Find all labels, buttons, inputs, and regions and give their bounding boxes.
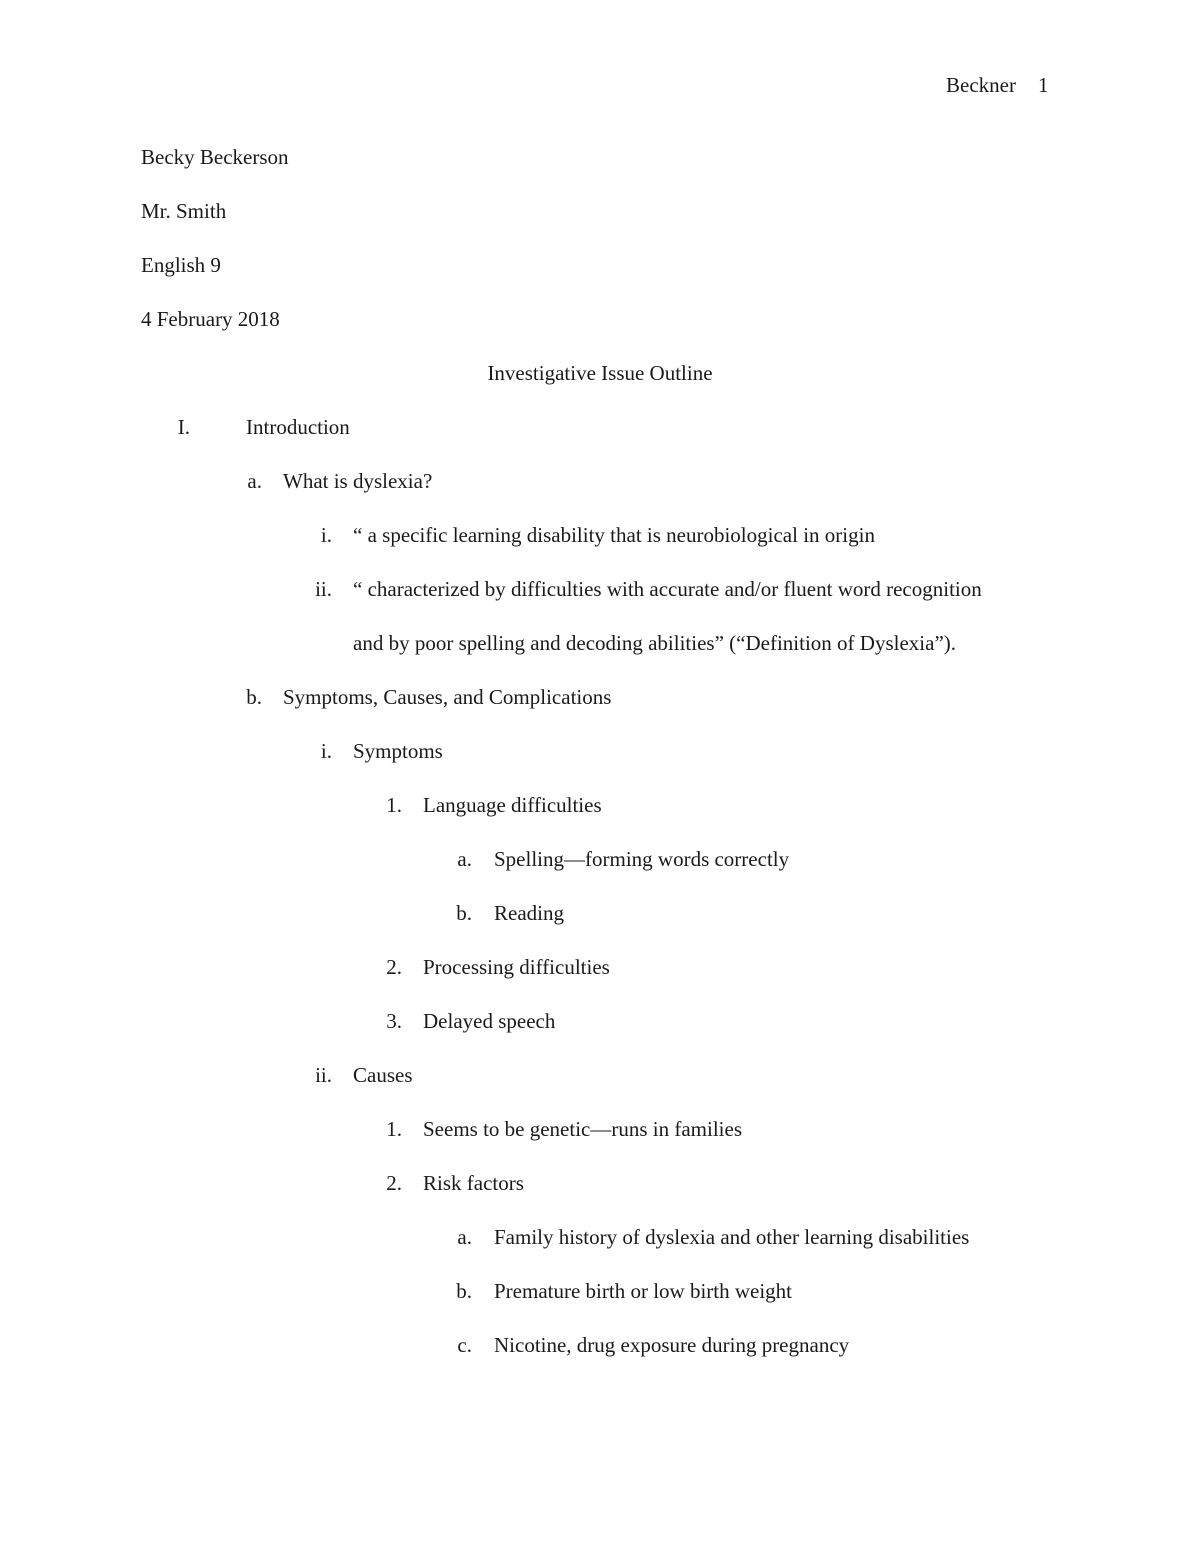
outline-item: [0, 468, 1200, 522]
outline-marker: 1.: [386, 1117, 402, 1141]
outline-item: [0, 684, 1200, 738]
student-name: Becky Beckerson: [141, 145, 289, 169]
outline-text: Delayed speech: [423, 1009, 556, 1033]
outline-item: [0, 1170, 1200, 1224]
outline-item: [0, 1224, 1200, 1278]
outline-marker: i.: [320, 739, 332, 763]
outline-item: [0, 846, 1200, 900]
outline-item: [0, 1116, 1200, 1170]
header-page-number: 1: [1037, 73, 1049, 97]
outline-marker: b.: [246, 685, 262, 709]
outline-text: Nicotine, drug exposure during pregnancy: [494, 1333, 850, 1357]
outline-text: Language difficulties: [423, 793, 602, 817]
outline-item: [0, 738, 1200, 792]
page-header: [946, 73, 1048, 98]
outline-item: [0, 954, 1200, 1008]
outline-item: [0, 576, 1200, 630]
outline-item: [0, 1008, 1200, 1062]
outline-item: [0, 1062, 1200, 1116]
outline-text: Premature birth or low birth weight: [494, 1279, 793, 1303]
header-author-surname: Beckner: [946, 73, 1016, 97]
outline-marker: 2.: [386, 1171, 402, 1195]
outline-marker: a.: [457, 1225, 472, 1249]
teacher-name: Mr. Smith: [141, 199, 227, 223]
outline-item: [0, 414, 1200, 468]
outline-marker: I.: [177, 415, 190, 439]
outline-text: “ characterized by difficulties with accurate and/or fluent word recognition: [353, 577, 982, 601]
outline: [0, 414, 1200, 1386]
outline-text: Symptoms: [353, 739, 443, 763]
outline-text: Spelling—forming words correctly: [494, 847, 790, 871]
outline-text: Reading: [494, 901, 564, 925]
outline-marker: 2.: [386, 955, 402, 979]
mla-heading: [141, 144, 289, 360]
outline-marker: a.: [247, 469, 262, 493]
document-date: 4 February 2018: [141, 307, 280, 331]
outline-text: What is dyslexia?: [283, 469, 433, 493]
outline-item: [0, 1278, 1200, 1332]
outline-text: “ a specific learning disability that is neurobiological in origin: [353, 523, 875, 547]
document-title: Investigative Issue Outline: [487, 361, 713, 385]
outline-text: Seems to be genetic—runs in families: [423, 1117, 743, 1141]
outline-text: and by poor spelling and decoding abilities” (“Definition of Dyslexia”).: [353, 631, 957, 655]
outline-item: [0, 900, 1200, 954]
outline-text: Symptoms, Causes, and Complications: [283, 685, 612, 709]
outline-marker: b.: [456, 1279, 472, 1303]
outline-item: [0, 522, 1200, 576]
outline-marker: c.: [457, 1333, 472, 1357]
outline-marker: 3.: [386, 1009, 402, 1033]
outline-text: Causes: [353, 1063, 413, 1087]
outline-text: Processing difficulties: [423, 955, 610, 979]
outline-marker: ii.: [315, 577, 332, 601]
outline-text: Risk factors: [423, 1171, 524, 1195]
outline-marker: 1.: [386, 793, 402, 817]
outline-item: [0, 630, 1200, 684]
outline-text: Introduction: [246, 415, 350, 439]
outline-text: Family history of dyslexia and other learning disabilities: [494, 1225, 970, 1249]
course-name: English 9: [141, 253, 221, 277]
outline-marker: b.: [456, 901, 472, 925]
outline-marker: a.: [457, 847, 472, 871]
outline-item: [0, 1332, 1200, 1386]
outline-marker: ii.: [315, 1063, 332, 1087]
outline-marker: i.: [320, 523, 332, 547]
outline-item: [0, 792, 1200, 846]
